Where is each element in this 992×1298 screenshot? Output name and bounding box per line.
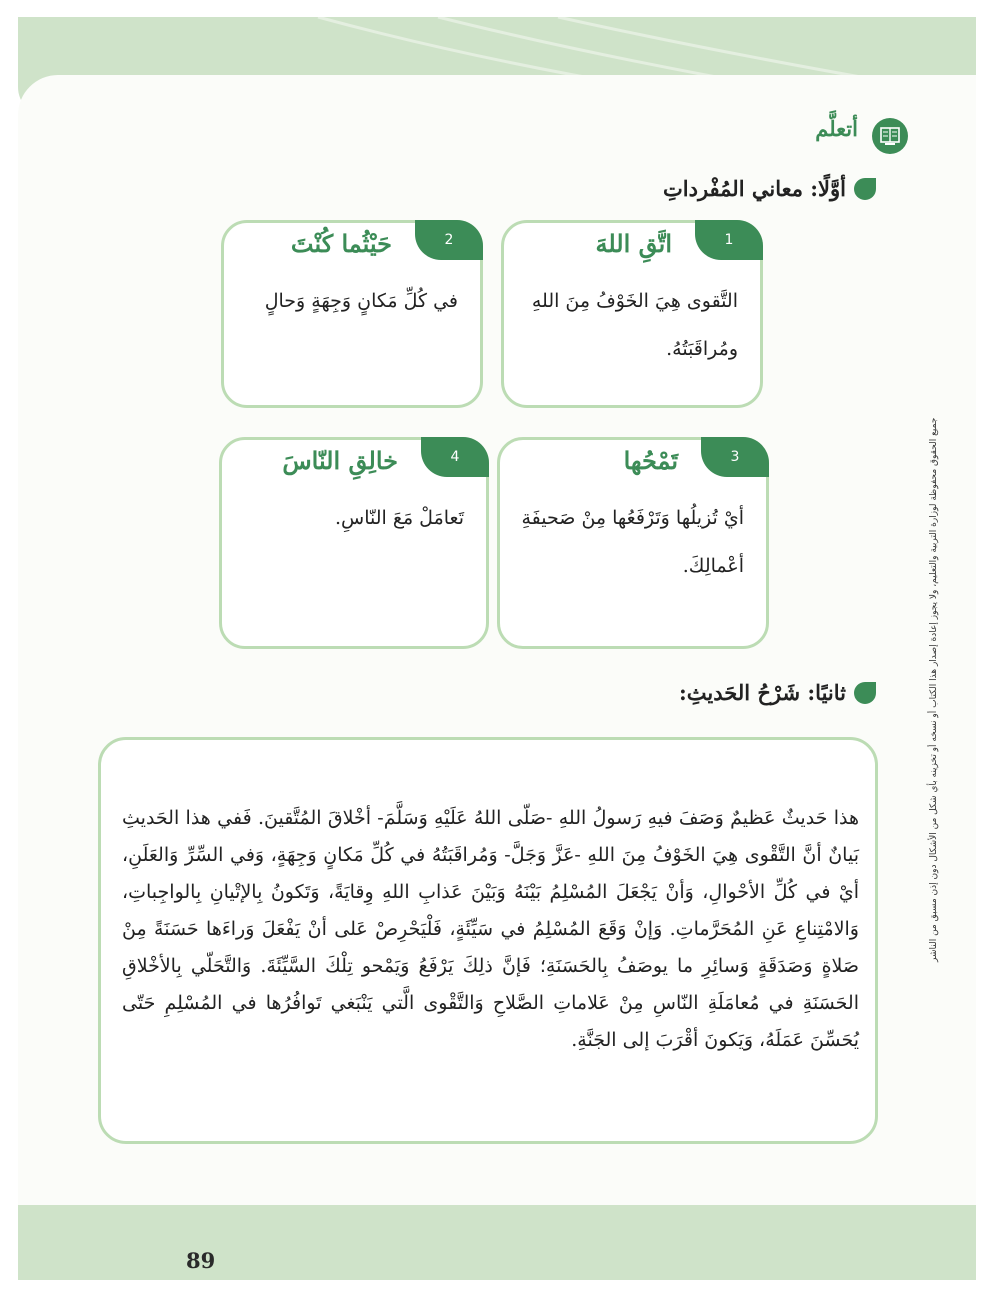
card-number: 1 [695,220,763,260]
card-meaning: التَّقوى هِيَ الخَوْفُ مِنَ اللهِ ومُراقَبَتُهُ. [531,290,738,360]
explanation-text: هذا حَديثٌ عَظيمٌ وَصَفَ فيهِ رَسولُ اللهِ -صَلّى اللهُ عَلَيْهِ وَسَلَّمَ- أخْلاقَ المُتَّقينَ. فَفي هذا الحَديثِ بَيانٌ أنَّ التَّقْوى هِيَ الخَوْفُ مِنَ اللهِ -عَزَّ وَجَلَّ- وَمُراقَبَتُهُ في كُلِّ مَكانٍ وَجِهَةٍ، وَفي السِّرِّ وَالعَلَنِ، أيْ في كُلِّ الأحْوالِ، وَأنْ يَجْعَلَ المُسْلِمُ بَيْنَهُ وَبَيْنَ عَذابِ اللهِ وِقايَةً، وَتَكونُ بِالإتْيانِ بِالواجِباتِ، وَالامْتِناعِ عَنِ المُحَرَّماتِ. وَإنْ وَقَعَ المُسْلِمُ في سَيِّئَةٍ، فَلْيَحْرِصْ عَلى أنْ يَفْعَلَ وَراءَها حَسَنَةً مِنْ صَلاةٍ وَصَدَقَةٍ وَسائِرِ ما يوصَفُ بِالحَسَنَةِ؛ فَإنَّ ذلِكَ يَرْفَعُ وَيَمْحو تِلْكَ السَّيِّئَةَ. وَالتَّحَلّي بِالأخْلاقِ الحَسَنَةِ في مُعامَلَةِ النّاسِ مِنْ عَلاماتِ الصَّلاحِ وَالتَّقْوى الَّتي يَنْبَغي تَوافُرُها في المُسْلِمِ حَتّى يُحَسِّنَ عَمَلَهُ، وَيَكونَ أقْرَبَ إلى الجَنَّةِ. [122,807,859,1051]
section-vocabulary-title: أوَّلًا: معاني المُفْرداتِ [663,176,846,201]
card-number: 4 [421,437,489,477]
vocab-card-1 [501,220,763,408]
vocab-card-4 [219,437,489,649]
section-vocabulary-heading [663,176,876,201]
bottom-decorative-band [18,1205,976,1280]
card-word: اتَّقِ اللهَ [595,229,672,258]
copyright-side-note: جميع الحقوق محفوظة لوزارة التربية والتعليم، ولا يجوز إعادة إصدار هذا الكتاب أو نسخه أو تخزينه بأي شكل من الأشكال دون إذن مسبق من الناشر [929,417,939,963]
card-word: حَيْثُما كُنْتَ [290,229,392,258]
card-meaning: في كُلِّ مَكانٍ وَجِهَةٍ وَحالٍ [264,290,458,312]
section-explanation-title: ثانيًا: شَرْحُ الحَديثِ: [679,680,846,705]
card-meaning: تَعامَلْ مَعَ النّاسِ. [334,507,464,529]
card-meaning: أيْ تُزيلُها وَتَرْفَعُها مِنْ صَحيفَةِ أعْمالِكَ. [521,507,744,577]
page-number: 89 [186,1248,216,1273]
vocab-card-3 [497,437,769,649]
learn-book-icon [872,118,908,154]
card-number: 2 [415,220,483,260]
leaf-bullet-icon [854,682,876,704]
leaf-bullet-icon [854,178,876,200]
card-word: تَمْحُها [623,446,678,475]
card-number: 3 [701,437,769,477]
card-word: خالِقِ النّاسَ [282,446,398,475]
section-explanation-heading [679,680,876,705]
vocab-card-2 [221,220,483,408]
learn-heading: أتعلَّم [815,116,858,141]
open-book-icon [879,125,901,147]
